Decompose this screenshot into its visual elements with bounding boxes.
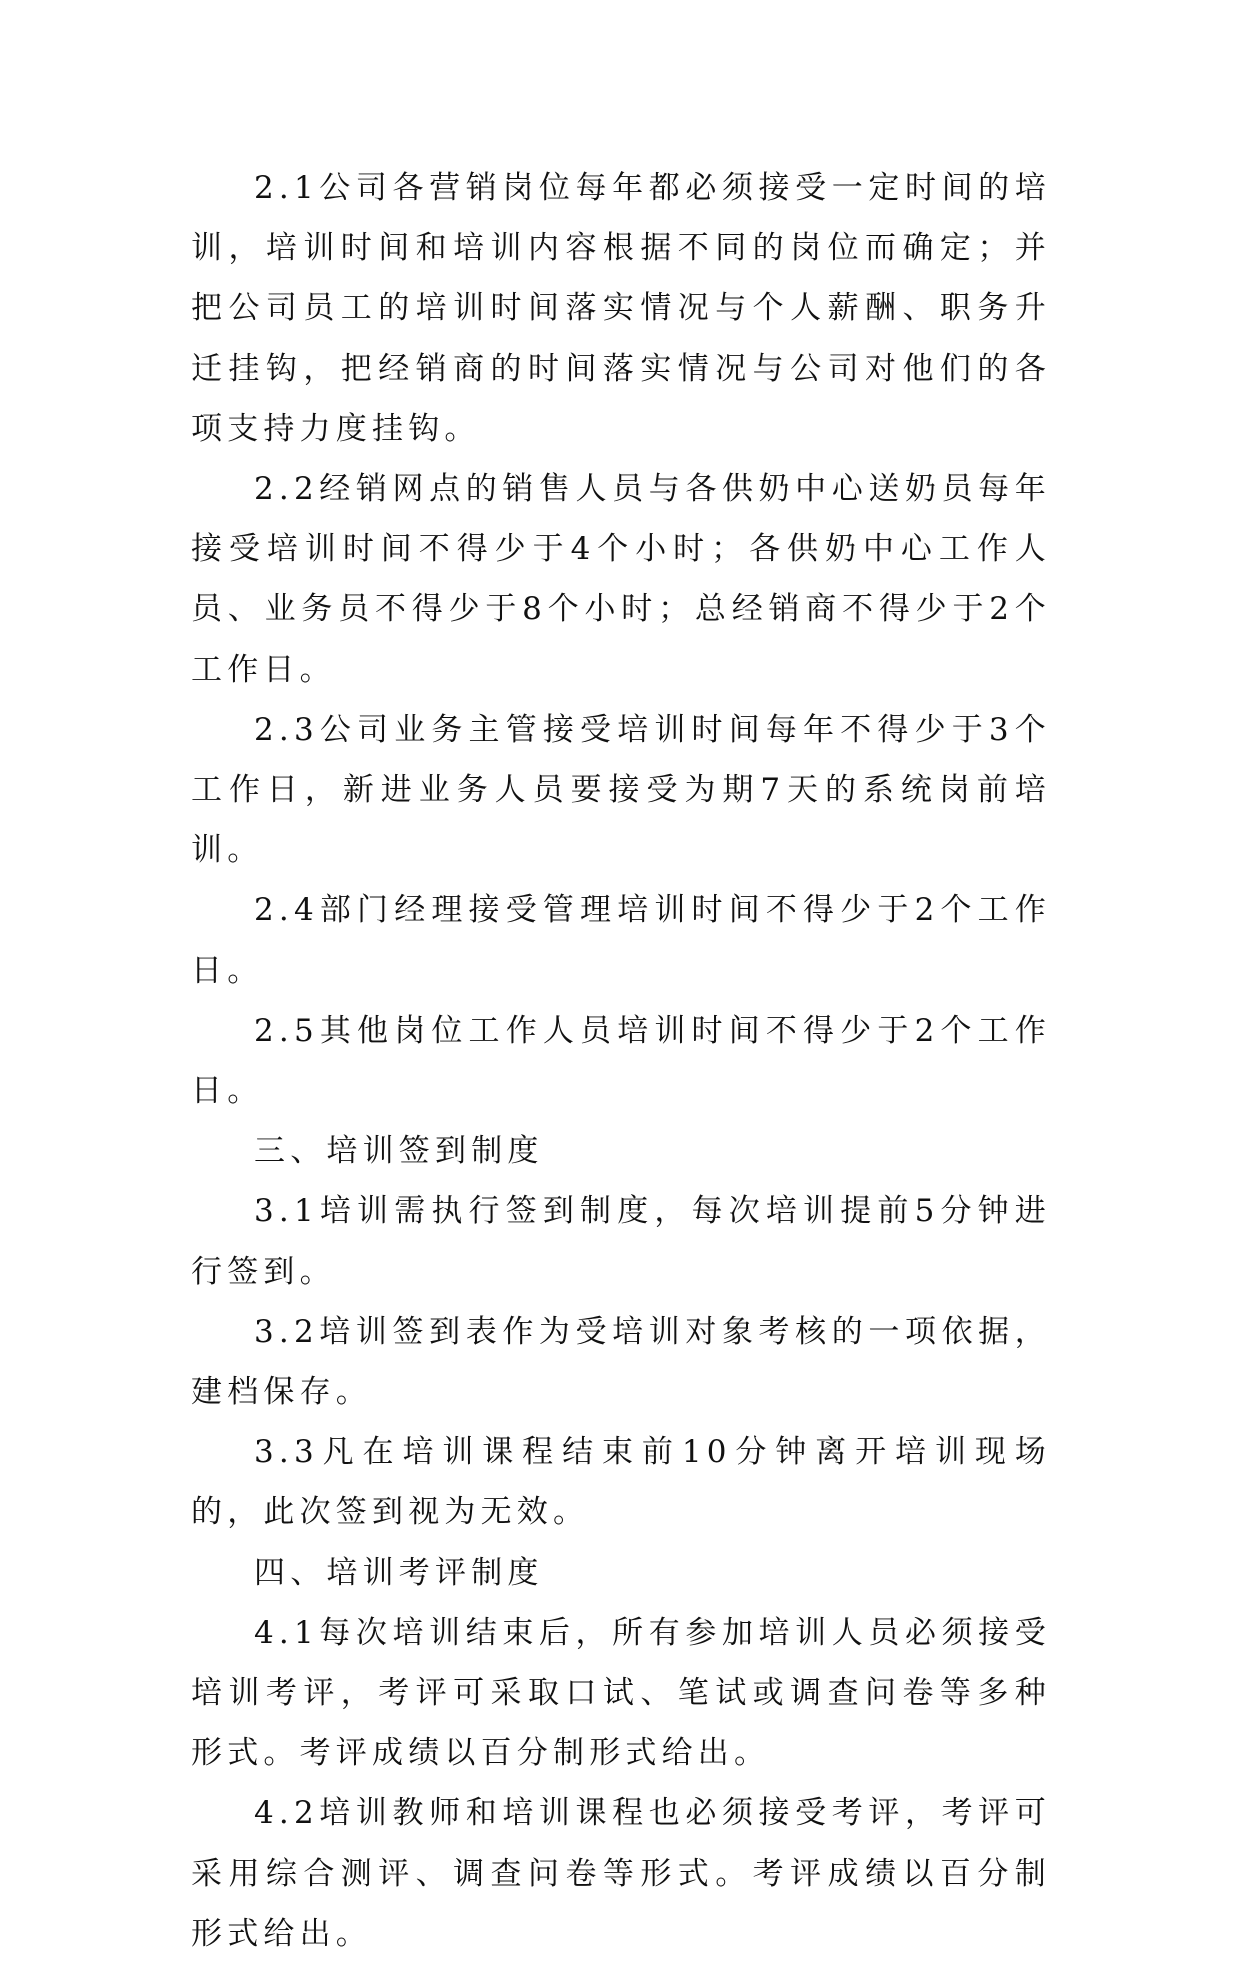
section-heading-4: 四、培训考评制度 bbox=[254, 1554, 544, 1591]
paragraph-2-1: 2.1公司各营销岗位每年都必须接受一定时间的培训，培训时间和培训内容根据不同的岗位而确定；并把公司员工的培训时间落实情况与个人薪酬、职务升迁挂钩，把经销商的时间落实情况与公司对他们的各项支持力度挂钩。 bbox=[191, 170, 1051, 447]
section-heading-3: 三、培训签到制度 bbox=[254, 1133, 544, 1170]
paragraph-4-2: 4.2培训教师和培训课程也必须接受考评，考评可采用综合测评、调查问卷等形式。考评成绩以百分制形式给出。 bbox=[191, 1795, 1051, 1952]
paragraph-2-5: 2.5其他岗位工作人员培训时间不得少于2个工作日。 bbox=[191, 1012, 1051, 1110]
document-body bbox=[191, 158, 1051, 1964]
paragraph-3-3: 3.3凡在培训课程结束前10分钟离开培训现场的，此次签到视为无效。 bbox=[191, 1434, 1051, 1531]
paragraph-4-1: 4.1每次培训结束后，所有参加培训人员必须接受培训考评，考评可采取口试、笔试或调查问卷等多种形式。考评成绩以百分制形式给出。 bbox=[191, 1614, 1051, 1772]
paragraph-2-4: 2.4部门经理接受管理培训时间不得少于2个工作日。 bbox=[191, 892, 1051, 989]
paragraph-2-2: 2.2经销网点的销售人员与各供奶中心送奶员每年接受培训时间不得少于4个小时；各供奶中心工作人员、业务员不得少于8个小时；总经销商不得少于2个工作日。 bbox=[191, 471, 1051, 688]
paragraph-3-1: 3.1培训需执行签到制度，每次培训提前5分钟进行签到。 bbox=[191, 1193, 1051, 1290]
paragraph-2-3: 2.3公司业务主管接受培训时间每年不得少于3个工作日，新进业务人员要接受为期7天的系统岗前培训。 bbox=[191, 711, 1051, 869]
paragraph-3-2: 3.2培训签到表作为受培训对象考核的一项依据，建档保存。 bbox=[191, 1313, 1051, 1411]
